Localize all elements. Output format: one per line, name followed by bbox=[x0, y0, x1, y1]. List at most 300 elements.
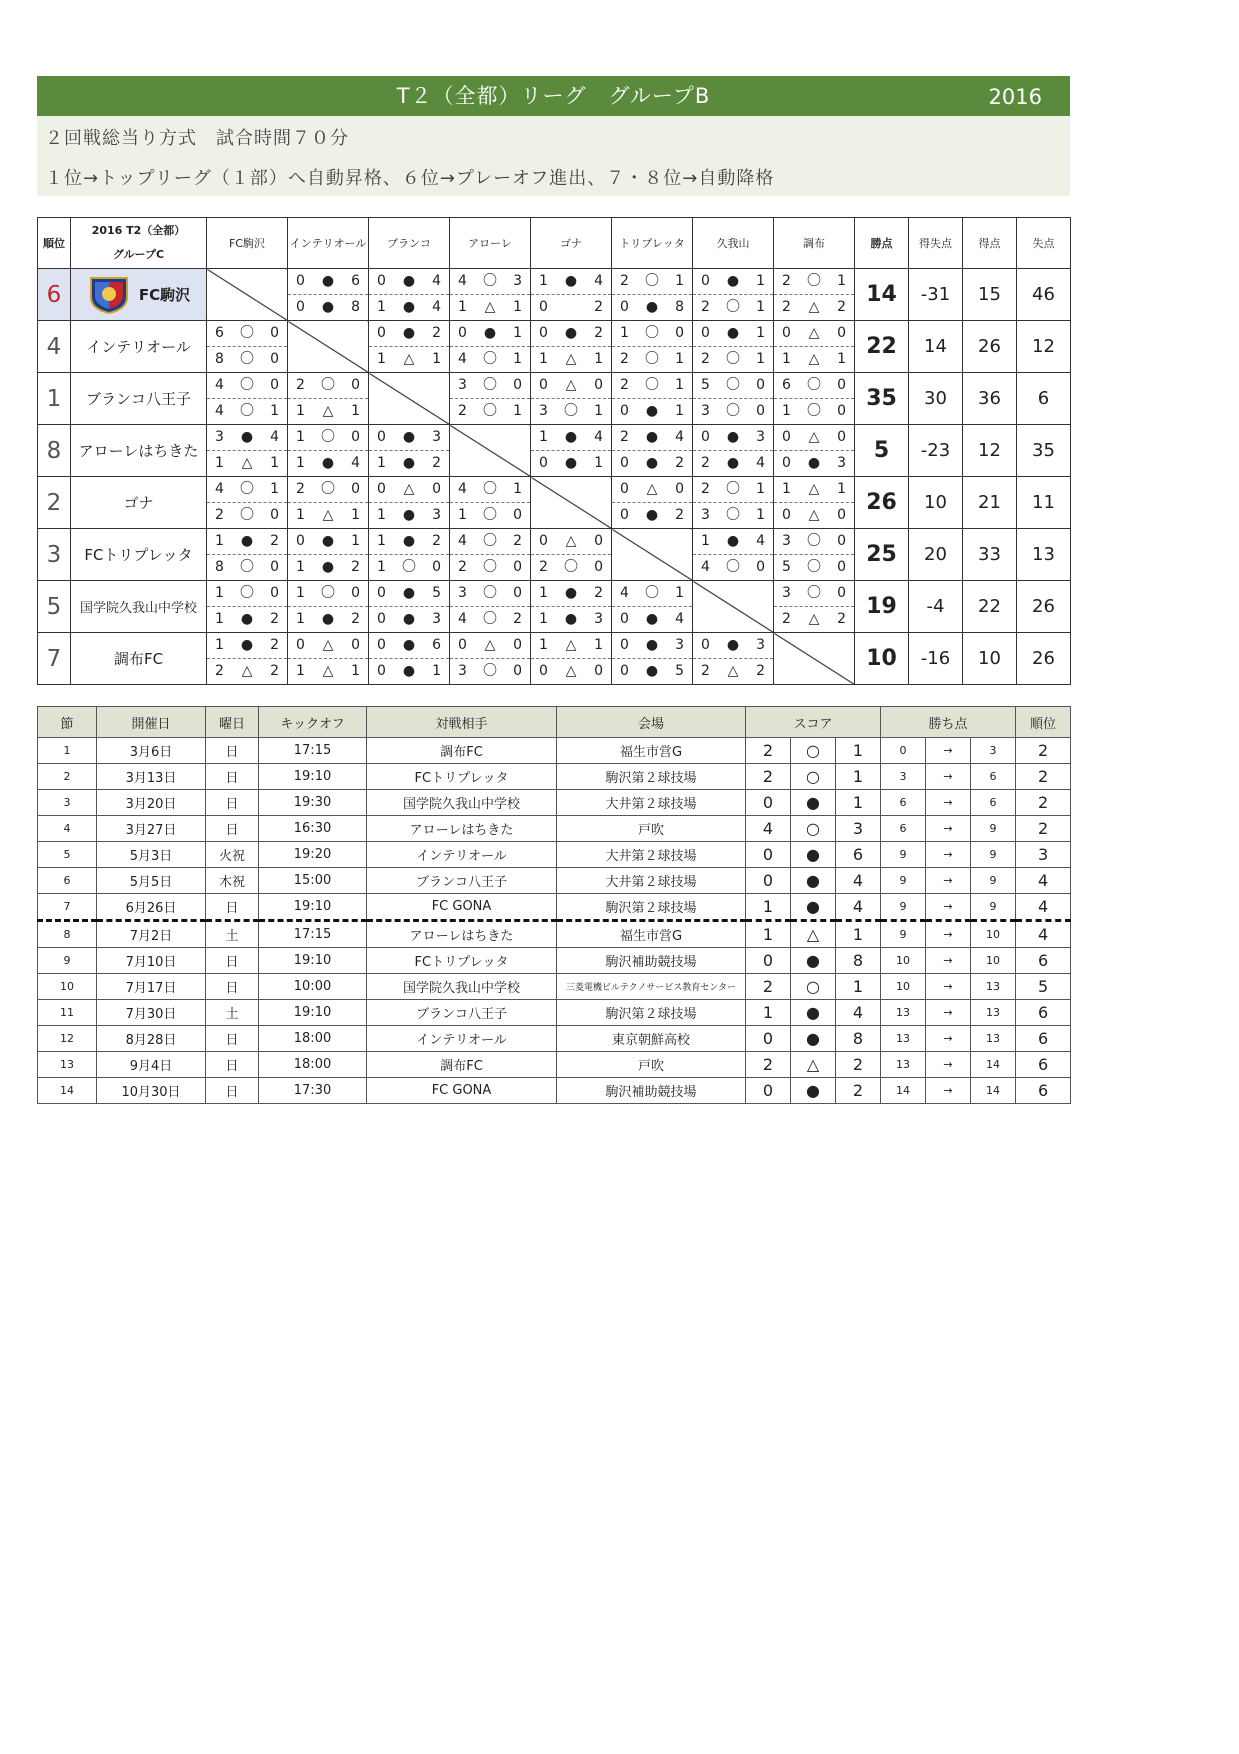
match-result-cell bbox=[774, 529, 855, 581]
match-result-cell bbox=[450, 269, 531, 321]
goals-for: 0 bbox=[296, 273, 305, 289]
match-leg bbox=[288, 633, 368, 659]
goals-for: 3 bbox=[539, 403, 548, 419]
result-mark: 〇 bbox=[645, 273, 659, 289]
schedule-row bbox=[38, 790, 1071, 816]
goals-against: 0 bbox=[837, 325, 846, 341]
result-mark: ● bbox=[402, 325, 416, 341]
result-mark: 〇 bbox=[726, 351, 740, 367]
result-mark: △ bbox=[484, 637, 496, 653]
schedule-header-row bbox=[38, 707, 1071, 738]
match-leg bbox=[612, 399, 692, 424]
goals-for: 2 bbox=[620, 377, 629, 393]
goals-against: 1 bbox=[351, 663, 360, 679]
match-result-cell bbox=[207, 477, 288, 529]
match-result-cell bbox=[693, 477, 774, 529]
team-points: 14 bbox=[855, 269, 909, 321]
goals-for: 1 bbox=[539, 611, 548, 627]
kickoff-time: 17:15 bbox=[259, 738, 367, 764]
result-mark: △ bbox=[322, 663, 334, 679]
match-result-cell bbox=[369, 321, 450, 373]
standings-row bbox=[38, 269, 1071, 321]
goals-for: 1 bbox=[377, 533, 386, 549]
goals-for-total: 15 bbox=[963, 269, 1017, 321]
match-leg bbox=[288, 425, 368, 451]
match-result-cell bbox=[369, 269, 450, 321]
goals-against: 2 bbox=[513, 611, 522, 627]
goals-against: 1 bbox=[513, 403, 522, 419]
points-after: 10 bbox=[971, 921, 1016, 948]
goals-against: 1 bbox=[675, 403, 684, 419]
match-result-cell bbox=[693, 269, 774, 321]
goals-against-total: 13 bbox=[1017, 529, 1071, 581]
points-before: 10 bbox=[881, 974, 926, 1000]
match-leg bbox=[612, 373, 692, 399]
match-leg bbox=[531, 659, 611, 684]
match-leg bbox=[693, 425, 773, 451]
match-leg bbox=[450, 295, 530, 320]
result-mark: 〇 bbox=[402, 559, 416, 575]
match-leg bbox=[774, 321, 854, 347]
match-leg bbox=[288, 477, 368, 503]
match-leg bbox=[207, 659, 287, 684]
goals-against: 1 bbox=[756, 273, 765, 289]
result-mark: 〇 bbox=[645, 325, 659, 341]
goals-for: 0 bbox=[296, 533, 305, 549]
score-away: 3 bbox=[836, 816, 881, 842]
goals-against: 1 bbox=[513, 351, 522, 367]
match-leg bbox=[450, 269, 530, 295]
weekday: 日 bbox=[206, 1052, 259, 1078]
rank-after: 6 bbox=[1016, 1000, 1071, 1026]
match-leg bbox=[531, 529, 611, 555]
result-mark: △ bbox=[791, 921, 836, 948]
result-mark: 〇 bbox=[240, 585, 254, 601]
match-leg bbox=[774, 477, 854, 503]
goals-for: 8 bbox=[215, 559, 224, 575]
points-after: 3 bbox=[971, 738, 1016, 764]
goals-against: 0 bbox=[270, 585, 279, 601]
result-mark: △ bbox=[322, 507, 334, 523]
team-rank: 4 bbox=[38, 321, 71, 373]
goals-for: 1 bbox=[296, 403, 305, 419]
match-leg bbox=[207, 399, 287, 424]
match-leg bbox=[693, 269, 773, 295]
goals-for: 2 bbox=[458, 559, 467, 575]
goals-for: 0 bbox=[620, 455, 629, 471]
result-mark: 〇 bbox=[240, 481, 254, 497]
goals-against: 1 bbox=[837, 273, 846, 289]
goals-against: 3 bbox=[756, 429, 765, 445]
self-match-cell bbox=[450, 425, 531, 477]
match-leg bbox=[693, 451, 773, 476]
score-home: 2 bbox=[746, 974, 791, 1000]
result-mark: 〇 bbox=[483, 663, 497, 679]
match-leg bbox=[531, 269, 611, 295]
kickoff-time: 19:10 bbox=[259, 948, 367, 974]
match-leg bbox=[450, 633, 530, 659]
self-match-cell bbox=[612, 529, 693, 581]
match-result-cell bbox=[531, 321, 612, 373]
match-leg bbox=[207, 477, 287, 503]
kickoff-time: 17:15 bbox=[259, 921, 367, 948]
match-leg bbox=[450, 321, 530, 347]
result-mark: 〇 bbox=[321, 585, 335, 601]
score-home: 0 bbox=[746, 948, 791, 974]
score-away: 2 bbox=[836, 1052, 881, 1078]
goals-for: 0 bbox=[377, 273, 386, 289]
match-result-cell bbox=[531, 373, 612, 425]
goals-against: 1 bbox=[270, 403, 279, 419]
matchday: 10 bbox=[38, 974, 97, 1000]
matchday: 1 bbox=[38, 738, 97, 764]
result-mark: ● bbox=[791, 842, 836, 868]
result-mark: ● bbox=[240, 637, 254, 653]
goals-for: 0 bbox=[701, 325, 710, 341]
points-header: 勝点 bbox=[855, 218, 909, 269]
goals-for: 0 bbox=[620, 481, 629, 497]
self-match-cell bbox=[693, 581, 774, 633]
result-mark: ● bbox=[402, 611, 416, 627]
score-away: 6 bbox=[836, 842, 881, 868]
match-result-cell bbox=[450, 633, 531, 685]
goals-for: 0 bbox=[377, 429, 386, 445]
result-mark: ● bbox=[645, 429, 659, 445]
team-points: 22 bbox=[855, 321, 909, 373]
goals-against: 1 bbox=[594, 351, 603, 367]
group-header-line2: グループC bbox=[112, 248, 165, 261]
opponent-col-header: 久我山 bbox=[693, 218, 774, 269]
result-mark: ● bbox=[402, 663, 416, 679]
team-rank: 2 bbox=[38, 477, 71, 529]
schedule-row bbox=[38, 868, 1071, 894]
match-leg bbox=[369, 503, 449, 528]
rank-after: 6 bbox=[1016, 1052, 1071, 1078]
result-mark: ● bbox=[645, 403, 659, 419]
match-date: 3月27日 bbox=[97, 816, 206, 842]
goals-against: 2 bbox=[270, 637, 279, 653]
rank-after: 2 bbox=[1016, 764, 1071, 790]
goals-for: 1 bbox=[215, 637, 224, 653]
goals-against: 1 bbox=[756, 351, 765, 367]
matchday: 11 bbox=[38, 1000, 97, 1026]
arrow-icon: → bbox=[926, 1026, 971, 1052]
match-leg bbox=[288, 529, 368, 555]
goals-against: 4 bbox=[756, 455, 765, 471]
kickoff-time: 15:00 bbox=[259, 868, 367, 894]
goals-against: 0 bbox=[594, 533, 603, 549]
result-mark: ● bbox=[402, 637, 416, 653]
goals-for: 1 bbox=[215, 455, 224, 471]
weekday: 日 bbox=[206, 1026, 259, 1052]
goals-for: 4 bbox=[215, 377, 224, 393]
opponent-name: FC GONA bbox=[367, 1078, 557, 1104]
score-home: 1 bbox=[746, 921, 791, 948]
result-mark: △ bbox=[565, 377, 577, 393]
result-mark: △ bbox=[727, 663, 739, 679]
result-mark: 〇 bbox=[807, 273, 821, 289]
goals-for: 0 bbox=[782, 455, 791, 471]
score-away: 8 bbox=[836, 1026, 881, 1052]
goals-against: 2 bbox=[432, 325, 441, 341]
result-mark: △ bbox=[322, 403, 334, 419]
standings-header-row bbox=[38, 218, 1071, 269]
score-away: 1 bbox=[836, 974, 881, 1000]
result-mark: ● bbox=[791, 1026, 836, 1052]
team-points: 19 bbox=[855, 581, 909, 633]
goals-against: 0 bbox=[756, 377, 765, 393]
result-mark: ● bbox=[564, 429, 578, 445]
result-mark: 〇 bbox=[726, 507, 740, 523]
match-leg bbox=[288, 581, 368, 607]
venue-name: 福生市営G bbox=[557, 921, 746, 948]
match-result-cell bbox=[531, 529, 612, 581]
match-result-cell bbox=[207, 373, 288, 425]
goals-against: 0 bbox=[351, 429, 360, 445]
result-mark: 〇 bbox=[483, 481, 497, 497]
result-mark: ● bbox=[791, 868, 836, 894]
match-result-cell bbox=[207, 581, 288, 633]
match-leg bbox=[531, 321, 611, 347]
opponent-col-header: トリプレッタ bbox=[612, 218, 693, 269]
schedule-row bbox=[38, 738, 1071, 764]
arrow-icon: → bbox=[926, 1000, 971, 1026]
opponent-name: FCトリプレッタ bbox=[367, 764, 557, 790]
result-mark: ● bbox=[726, 533, 740, 549]
match-leg bbox=[774, 451, 854, 476]
goals-for: 0 bbox=[377, 637, 386, 653]
goals-against: 4 bbox=[270, 429, 279, 445]
match-leg bbox=[774, 347, 854, 372]
result-mark: △ bbox=[484, 299, 496, 315]
goals-against: 0 bbox=[351, 377, 360, 393]
result-mark: ○ bbox=[791, 816, 836, 842]
goals-against: 1 bbox=[270, 481, 279, 497]
goals-against: 0 bbox=[513, 585, 522, 601]
goals-against: 1 bbox=[675, 377, 684, 393]
score-away: 4 bbox=[836, 868, 881, 894]
goals-against: 0 bbox=[270, 377, 279, 393]
schedule-row bbox=[38, 948, 1071, 974]
match-leg bbox=[531, 399, 611, 424]
result-mark: ● bbox=[321, 299, 335, 315]
match-date: 9月4日 bbox=[97, 1052, 206, 1078]
result-mark: ● bbox=[483, 325, 497, 341]
result-mark: △ bbox=[808, 351, 820, 367]
match-result-cell bbox=[531, 425, 612, 477]
matchday-header: 節 bbox=[38, 707, 97, 738]
match-leg bbox=[693, 373, 773, 399]
weekday: 土 bbox=[206, 1000, 259, 1026]
result-mark: ● bbox=[791, 948, 836, 974]
score-away: 1 bbox=[836, 790, 881, 816]
result-mark: 〇 bbox=[483, 533, 497, 549]
goals-against: 0 bbox=[675, 481, 684, 497]
goals-against: 0 bbox=[513, 559, 522, 575]
score-header: スコア bbox=[746, 707, 881, 738]
match-leg bbox=[774, 399, 854, 424]
score-home: 1 bbox=[746, 1000, 791, 1026]
goals-for: 1 bbox=[539, 351, 548, 367]
match-result-cell bbox=[693, 529, 774, 581]
venue-name: 戸吹 bbox=[557, 1052, 746, 1078]
match-leg bbox=[288, 269, 368, 295]
result-mark: 〇 bbox=[564, 403, 578, 419]
self-match-cell bbox=[531, 477, 612, 529]
match-leg bbox=[369, 269, 449, 295]
match-leg bbox=[450, 581, 530, 607]
result-mark: 〇 bbox=[807, 403, 821, 419]
goals-against: 2 bbox=[270, 663, 279, 679]
goals-against: 0 bbox=[837, 533, 846, 549]
goals-for: 4 bbox=[458, 273, 467, 289]
match-leg bbox=[774, 555, 854, 580]
goals-for-total: 21 bbox=[963, 477, 1017, 529]
goals-against: 0 bbox=[837, 429, 846, 445]
match-result-cell bbox=[369, 633, 450, 685]
arrow-icon: → bbox=[926, 816, 971, 842]
weekday: 土 bbox=[206, 921, 259, 948]
match-result-cell bbox=[450, 373, 531, 425]
schedule-row bbox=[38, 1026, 1071, 1052]
match-result-cell bbox=[288, 633, 369, 685]
goals-for: 2 bbox=[782, 273, 791, 289]
goals-against: 0 bbox=[513, 507, 522, 523]
opponent-name: 調布FC bbox=[367, 738, 557, 764]
match-result-cell bbox=[450, 581, 531, 633]
team-rank: 8 bbox=[38, 425, 71, 477]
team-points: 26 bbox=[855, 477, 909, 529]
result-mark: 〇 bbox=[321, 481, 335, 497]
match-result-cell bbox=[612, 581, 693, 633]
match-result-cell bbox=[207, 529, 288, 581]
match-date: 8月28日 bbox=[97, 1026, 206, 1052]
goals-for: 1 bbox=[296, 559, 305, 575]
goals-against: 0 bbox=[432, 559, 441, 575]
match-leg bbox=[207, 425, 287, 451]
result-mark: 〇 bbox=[564, 559, 578, 575]
match-leg bbox=[693, 659, 773, 684]
matchday: 13 bbox=[38, 1052, 97, 1078]
match-result-cell bbox=[693, 633, 774, 685]
result-mark: 〇 bbox=[807, 585, 821, 601]
arrow-icon: → bbox=[926, 974, 971, 1000]
rank-after: 5 bbox=[1016, 974, 1071, 1000]
goals-for: 0 bbox=[377, 481, 386, 497]
goals-against: 0 bbox=[837, 559, 846, 575]
match-result-cell bbox=[288, 269, 369, 321]
result-mark: ● bbox=[791, 1078, 836, 1104]
goals-for: 2 bbox=[620, 273, 629, 289]
match-leg bbox=[207, 451, 287, 476]
result-mark: ● bbox=[402, 299, 416, 315]
venue-name: 駒沢第２球技場 bbox=[557, 764, 746, 790]
opponent-col-header: FC駒沢 bbox=[207, 218, 288, 269]
result-mark: 〇 bbox=[726, 377, 740, 393]
match-leg bbox=[369, 607, 449, 632]
arrow-icon: → bbox=[926, 948, 971, 974]
match-date: 10月30日 bbox=[97, 1078, 206, 1104]
match-leg bbox=[774, 295, 854, 320]
points-after: 13 bbox=[971, 974, 1016, 1000]
venue-name: 三菱電機ビルテクノサービス教育センター bbox=[557, 974, 746, 1000]
match-result-cell bbox=[774, 581, 855, 633]
goals-for: 0 bbox=[539, 663, 548, 679]
rank-after: 3 bbox=[1016, 842, 1071, 868]
match-result-cell bbox=[531, 581, 612, 633]
goals-against: 1 bbox=[594, 403, 603, 419]
group-header bbox=[71, 218, 207, 269]
goals-for: 0 bbox=[377, 611, 386, 627]
match-leg bbox=[207, 373, 287, 399]
result-mark: ● bbox=[726, 455, 740, 471]
goals-against: 4 bbox=[594, 429, 603, 445]
points-before: 9 bbox=[881, 894, 926, 921]
result-mark: 〇 bbox=[483, 507, 497, 523]
result-mark: 〇 bbox=[645, 585, 659, 601]
match-leg bbox=[693, 477, 773, 503]
result-mark: ● bbox=[240, 533, 254, 549]
match-result-cell bbox=[450, 477, 531, 529]
goals-for: 2 bbox=[701, 299, 710, 315]
goals-against: 4 bbox=[675, 611, 684, 627]
goals-for: 0 bbox=[782, 429, 791, 445]
match-leg bbox=[693, 321, 773, 347]
match-date: 3月20日 bbox=[97, 790, 206, 816]
result-mark: ● bbox=[645, 663, 659, 679]
match-leg bbox=[369, 477, 449, 503]
matchday: 9 bbox=[38, 948, 97, 974]
kickoff-time: 10:00 bbox=[259, 974, 367, 1000]
weekday: 日 bbox=[206, 790, 259, 816]
weekday: 日 bbox=[206, 738, 259, 764]
result-mark: ● bbox=[726, 273, 740, 289]
team-name: 調布FC bbox=[71, 633, 207, 685]
venue-name: 大井第２球技場 bbox=[557, 790, 746, 816]
goals-for-total: 36 bbox=[963, 373, 1017, 425]
goals-for: 1 bbox=[296, 507, 305, 523]
club-emblem-icon bbox=[87, 275, 131, 315]
match-result-cell bbox=[774, 269, 855, 321]
kickoff-time: 19:20 bbox=[259, 842, 367, 868]
goals-for: 2 bbox=[458, 403, 467, 419]
points-before: 3 bbox=[881, 764, 926, 790]
goals-for: 1 bbox=[782, 403, 791, 419]
kickoff-time: 19:10 bbox=[259, 894, 367, 921]
result-mark: ● bbox=[564, 611, 578, 627]
result-mark: ● bbox=[402, 533, 416, 549]
goals-against: 1 bbox=[594, 637, 603, 653]
goals-against: 2 bbox=[594, 585, 603, 601]
points-before: 6 bbox=[881, 816, 926, 842]
opponent-name: FC GONA bbox=[367, 894, 557, 921]
goals-against-total: 6 bbox=[1017, 373, 1071, 425]
schedule-row bbox=[38, 894, 1071, 921]
goals-for: 2 bbox=[701, 351, 710, 367]
goals-against: 3 bbox=[594, 611, 603, 627]
goals-for: 2 bbox=[701, 663, 710, 679]
weekday: 日 bbox=[206, 1078, 259, 1104]
goal-diff: 30 bbox=[909, 373, 963, 425]
result-mark: 〇 bbox=[483, 403, 497, 419]
score-home: 2 bbox=[746, 1052, 791, 1078]
score-away: 1 bbox=[836, 764, 881, 790]
goals-against: 1 bbox=[837, 481, 846, 497]
goals-for: 1 bbox=[620, 325, 629, 341]
rank-after: 6 bbox=[1016, 1078, 1071, 1104]
goals-for: 2 bbox=[701, 481, 710, 497]
arrow-icon: → bbox=[926, 738, 971, 764]
